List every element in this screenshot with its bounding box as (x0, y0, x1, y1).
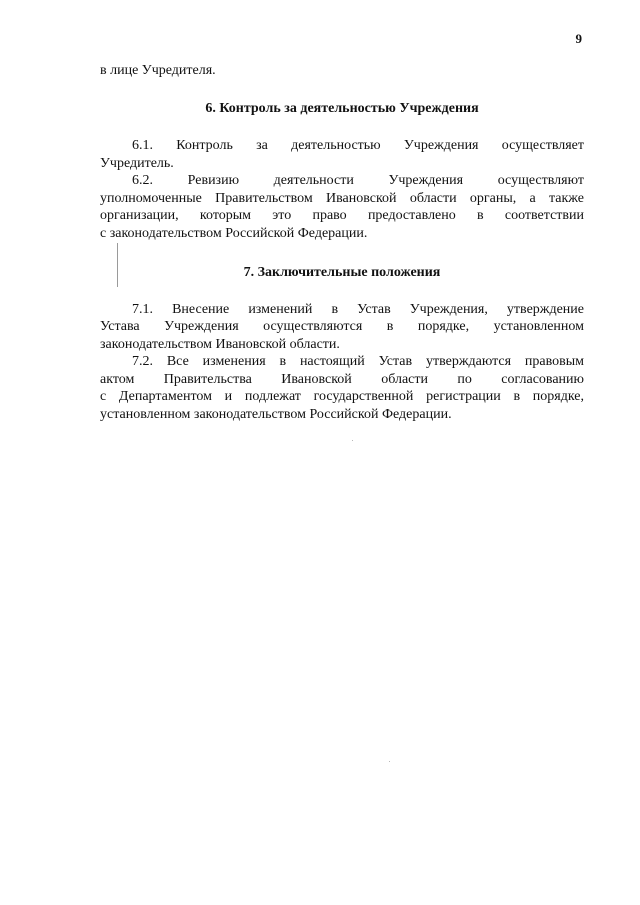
clause-6-1 (100, 137, 584, 172)
clause-6-1-line: Учредитель. (100, 155, 174, 171)
section-7-title: 7. Заключительные положения (243, 265, 441, 280)
clause-6-2-line: 6.2. Ревизию деятельности Учреждения осуществляют (132, 173, 584, 188)
clause-7-1-line: 7.1. Внесение изменений в Устав Учреждения, утверждение (132, 301, 584, 317)
clause-7-2-line: 7.2. Все изменения в настоящий Устав утверждаются правовым (132, 354, 584, 369)
clause-7-2-line: с Департаментом и подлежат государственной регистрации в порядке, (100, 389, 584, 404)
clause-7-2-line: актом Правительства Ивановской области по согласованию (100, 371, 584, 387)
clause-6-1-line: 6.1. Контроль за деятельностью Учреждения осуществляет (132, 138, 584, 153)
intro-line: в лице Учредителя. (100, 63, 216, 78)
clause-6-2-line: уполномоченные Правительством Ивановской области органы, а также (100, 190, 584, 206)
scan-speck (352, 440, 353, 441)
page-number: 9 (575, 31, 582, 46)
clause-6-2-line: с законодательством Российской Федерации. (100, 225, 368, 241)
section-6-title: 6. Контроль за деятельностью Учреждения (205, 100, 479, 116)
clause-7-2 (100, 353, 584, 423)
clause-7-1-line: Устава Учреждения осуществляются в порядке, установленном (100, 319, 584, 334)
clause-6-2-line: организации, которым это право предоставлено в соответствии (100, 208, 584, 223)
clause-7-2-line: установленном законодательством Российской Федерации. (100, 406, 452, 422)
clause-7-1 (100, 301, 584, 354)
clause-7-1-line: законодательством Ивановской области. (100, 336, 340, 352)
clause-6-2 (100, 172, 584, 242)
scan-speck (389, 761, 390, 762)
document-body (100, 62, 584, 423)
